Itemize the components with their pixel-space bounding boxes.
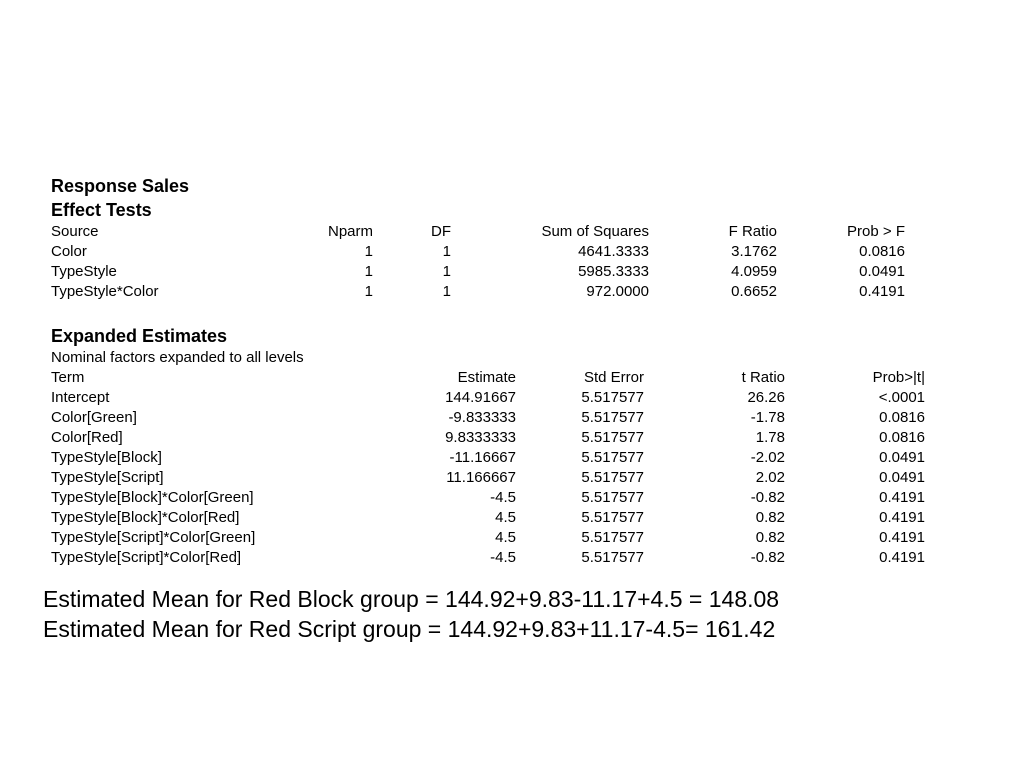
table-row — [51, 528, 951, 548]
table-cell: 4.5 — [495, 529, 516, 546]
response-title: Response Sales — [51, 176, 190, 196]
expanded-estimates-header-row — [51, 368, 951, 388]
table-cell: 0.4191 — [879, 549, 925, 566]
table-row — [51, 428, 951, 448]
table-cell: 0.0491 — [859, 263, 905, 280]
table-cell: -1.78 — [750, 409, 785, 426]
table-row — [51, 262, 951, 282]
estimated-mean-red-script: Estimated Mean for Red Script group = 144.92+9.83+11.17-4.5= 161.42 — [43, 616, 776, 642]
table-cell: 1.78 — [755, 429, 785, 446]
table-cell: 1 — [442, 263, 451, 280]
table-row — [51, 488, 951, 508]
table-cell: 0.0491 — [879, 469, 925, 486]
table-cell: 1 — [364, 243, 373, 260]
table-cell: -9.833333 — [448, 409, 516, 426]
table-row — [51, 468, 951, 488]
table-row — [51, 388, 951, 408]
table-cell: 0.82 — [755, 529, 785, 546]
table-cell: 0.4191 — [879, 509, 925, 526]
table-cell: 5.517577 — [581, 549, 644, 566]
effect-tests-table — [51, 222, 951, 302]
expanded-estimates-title: Expanded Estimates — [51, 326, 228, 346]
table-cell: Color — [51, 243, 87, 260]
table-cell: 11.166667 — [446, 469, 516, 486]
table-cell: Intercept — [51, 389, 110, 406]
table-cell: 26.26 — [747, 389, 785, 406]
section-spacer — [51, 302, 951, 324]
expanded-estimates-subtitle: Nominal factors expanded to all levels — [51, 349, 304, 366]
table-cell: 9.8333333 — [445, 429, 516, 446]
table-cell: 0.0816 — [879, 409, 925, 426]
table-cell: 4641.3333 — [578, 243, 649, 260]
table-row — [51, 448, 951, 468]
column-header-sum-of-squares: Sum of Squares — [541, 223, 649, 240]
table-row — [51, 548, 951, 568]
table-cell: TypeStyle*Color — [51, 283, 159, 300]
table-cell: 4.0959 — [731, 263, 777, 280]
table-row — [51, 508, 951, 528]
table-cell: 5.517577 — [581, 449, 644, 466]
table-cell: TypeStyle[Script]*Color[Red] — [51, 549, 242, 566]
column-header-prob-t: Prob>|t| — [872, 369, 925, 386]
table-cell: -0.82 — [750, 549, 785, 566]
column-header-term: Term — [51, 369, 85, 386]
effect-tests-header-row — [51, 222, 951, 242]
table-cell: -11.16667 — [449, 449, 516, 466]
column-header-nparm: Nparm — [327, 223, 373, 240]
table-cell: 144.91667 — [445, 389, 516, 406]
expanded-estimates-table — [51, 368, 951, 568]
table-cell: 3.1762 — [731, 243, 777, 260]
table-cell: 5.517577 — [581, 529, 644, 546]
effect-tests-title: Effect Tests — [51, 200, 152, 220]
table-row — [51, 282, 951, 302]
table-cell: TypeStyle[Script]*Color[Green] — [51, 529, 256, 546]
table-cell: TypeStyle[Block]*Color[Green] — [51, 489, 254, 506]
column-header-t-ratio: t Ratio — [741, 369, 785, 386]
table-cell: TypeStyle[Block] — [51, 449, 162, 466]
table-cell: 0.0816 — [859, 243, 905, 260]
table-cell: Color[Green] — [51, 409, 137, 426]
table-cell: 1 — [364, 263, 373, 280]
column-header-source: Source — [51, 223, 99, 240]
estimated-mean-red-block: Estimated Mean for Red Block group = 144.92+9.83-11.17+4.5 = 148.08 — [43, 586, 780, 612]
table-cell: 5.517577 — [581, 509, 644, 526]
table-cell: 5.517577 — [581, 489, 644, 506]
table-cell: 0.6652 — [731, 283, 777, 300]
table-cell: 972.0000 — [586, 283, 649, 300]
table-cell: 5985.3333 — [578, 263, 649, 280]
table-row — [51, 242, 951, 262]
table-cell: 0.4191 — [859, 283, 905, 300]
table-cell: 1 — [442, 243, 451, 260]
table-cell: 1 — [364, 283, 373, 300]
column-header-estimate: Estimate — [457, 369, 516, 386]
table-row — [51, 408, 951, 428]
table-cell: 2.02 — [755, 469, 785, 486]
table-cell: 5.517577 — [581, 429, 644, 446]
table-cell: 1 — [442, 283, 451, 300]
table-cell: 0.82 — [755, 509, 785, 526]
table-cell: 0.0816 — [879, 429, 925, 446]
column-header-f-ratio: F Ratio — [728, 223, 777, 240]
table-cell: 0.4191 — [879, 529, 925, 546]
table-cell: TypeStyle[Script] — [51, 469, 164, 486]
table-cell: <.0001 — [878, 389, 925, 406]
table-cell: 5.517577 — [581, 469, 644, 486]
table-cell: 5.517577 — [581, 409, 644, 426]
column-header-df: DF — [431, 223, 451, 240]
table-cell: -4.5 — [490, 489, 516, 506]
table-cell: 0.0491 — [879, 449, 925, 466]
column-header-prob-f: Prob > F — [847, 223, 905, 240]
table-cell: 4.5 — [495, 509, 516, 526]
table-cell: -4.5 — [490, 549, 516, 566]
table-cell: 5.517577 — [581, 389, 644, 406]
table-cell: TypeStyle — [51, 263, 117, 280]
table-cell: Color[Red] — [51, 429, 123, 446]
report-output — [51, 174, 951, 568]
table-cell: TypeStyle[Block]*Color[Red] — [51, 509, 240, 526]
table-cell: -0.82 — [750, 489, 785, 506]
table-cell: 0.4191 — [879, 489, 925, 506]
column-header-std-error: Std Error — [583, 369, 644, 386]
table-cell: -2.02 — [750, 449, 785, 466]
